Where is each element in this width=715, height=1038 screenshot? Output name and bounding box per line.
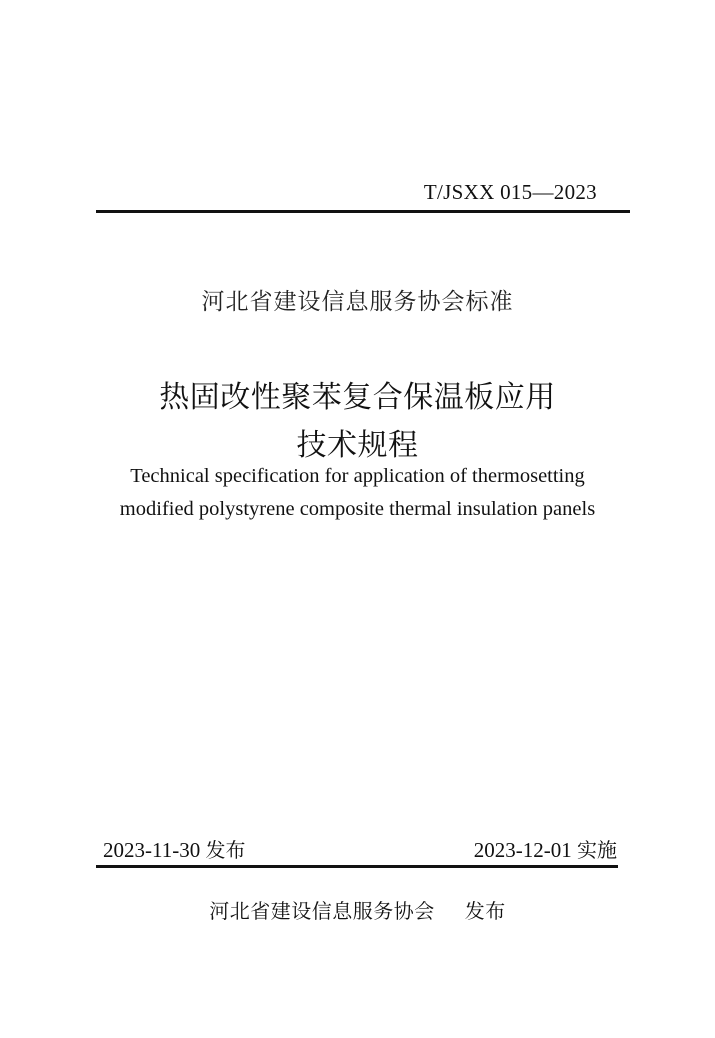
publisher-line	[0, 895, 715, 924]
standard-code: T/JSXX 015—2023	[423, 180, 597, 204]
publish-date-value: 2023-11-30	[103, 838, 201, 862]
association-standard-heading: 河北省建设信息服务协会标准	[201, 289, 514, 315]
chinese-title-line-1: 热固改性聚苯复合保温板应用	[159, 380, 556, 415]
top-rule	[96, 210, 630, 213]
implement-date-value: 2023-12-01	[473, 838, 572, 862]
implement-date	[474, 834, 617, 863]
chinese-title-line-2: 技术规程	[296, 428, 419, 463]
publisher-action: 发布	[464, 899, 506, 923]
publisher-name: 河北省建设信息服务协会	[209, 899, 435, 923]
publish-date	[103, 834, 245, 863]
bottom-rule	[96, 865, 618, 868]
english-title-line-2: modified polystyrene composite thermal insulation panels	[119, 498, 596, 520]
implement-date-label: 实施	[577, 838, 617, 862]
english-title-line-1: Technical specification for application of thermosetting	[130, 465, 585, 487]
publish-date-label: 发布	[205, 838, 246, 862]
